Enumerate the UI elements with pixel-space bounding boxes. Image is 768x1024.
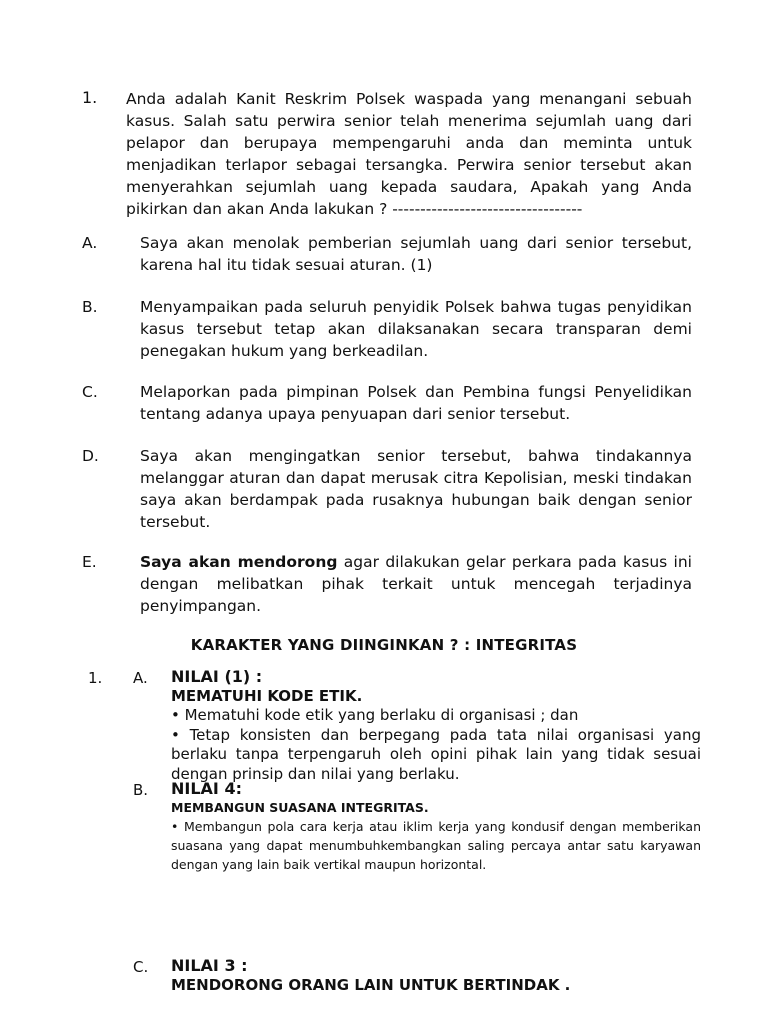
value-block-b [171, 779, 701, 874]
value-point: • Tetap konsisten dan berpegang pada tata nilai organisasi yang berlaku tanpa terpengaruh oleh opini pihak lain yang tidak sesuai dengan prinsip dan nilai yang berlaku. [171, 725, 701, 783]
option-letter: E. [82, 553, 97, 571]
value-subtitle: MENDORONG ORANG LAIN UNTUK BERTINDAK . [171, 976, 571, 994]
value-title: NILAI (1) : [171, 667, 263, 686]
option-text: Menyampaikan pada seluruh penyidik Polsek bahwa tugas penyidikan kasus tersebut tetap akan dilaksanakan secara transparan demi penegakan hukum yang berkeadilan. [140, 298, 692, 360]
character-heading: KARAKTER YANG DIINGINKAN ? : INTEGRITAS [190, 636, 578, 654]
option-text: Saya akan menolak pemberian sejumlah uang dari senior tersebut, karena hal itu tidak sesuai aturan. (1) [140, 234, 692, 274]
values-number: 1. [88, 669, 103, 687]
value-point: • Mematuhi kode etik yang berlaku di organisasi ; dan [171, 706, 579, 724]
value-block-c [171, 956, 701, 995]
question-number: 1. [82, 88, 98, 107]
option-text: Melaporkan pada pimpinan Polsek dan Pembina fungsi Penyelidikan tentang adanya upaya penyuapan dari senior tersebut. [140, 383, 692, 423]
value-letter-a: A. [133, 669, 148, 687]
option-letter: B. [82, 298, 98, 316]
option-text: Saya akan mendorong agar dilakukan gelar perkara pada kasus ini dengan melibatkan pihak terkait untuk mencegah terjadinya penyimpangan. [140, 553, 692, 615]
option-letter: C. [82, 383, 98, 401]
value-title: NILAI 3 : [171, 956, 248, 975]
option-letter: D. [82, 447, 99, 465]
option-text: Saya akan mengingatkan senior tersebut, bahwa tindakannya melanggar aturan dan dapat merusak citra Kepolisian, meski tindakan saya akan berdampak pada rusaknya hubungan baik dengan senior tersebut. [140, 447, 692, 531]
value-subtitle: MEMBANGUN SUASANA INTEGRITAS. [171, 800, 429, 815]
value-letter-b: B. [133, 781, 149, 799]
value-point: • Membangun pola cara kerja atau iklim kerja yang kondusif dengan memberikan suasana yang dapat menumbuhkembangkan saling percaya antar satu karyawan dengan yang lain baik vertikal maupun horizontal. [171, 819, 701, 872]
value-title: NILAI 4: [171, 779, 242, 798]
value-block-a [171, 667, 701, 784]
option-letter: A. [82, 234, 98, 252]
value-letter-c: C. [133, 958, 149, 976]
value-subtitle: MEMATUHI KODE ETIK. [171, 687, 363, 705]
question-text: Anda adalah Kanit Reskrim Polsek waspada yang menangani sebuah kasus. Salah satu perwira senior telah menerima sejumlah uang dari pelapor dan berupaya mempengaruhi anda dan meminta untuk menjadikan terlapor sebagai tersangka. Perwira senior tersebut akan menyerahkan sejumlah uang kepada saudara, Apakah yang Anda pikirkan dan akan Anda lakukan ? ---------------------------------- [126, 90, 692, 218]
